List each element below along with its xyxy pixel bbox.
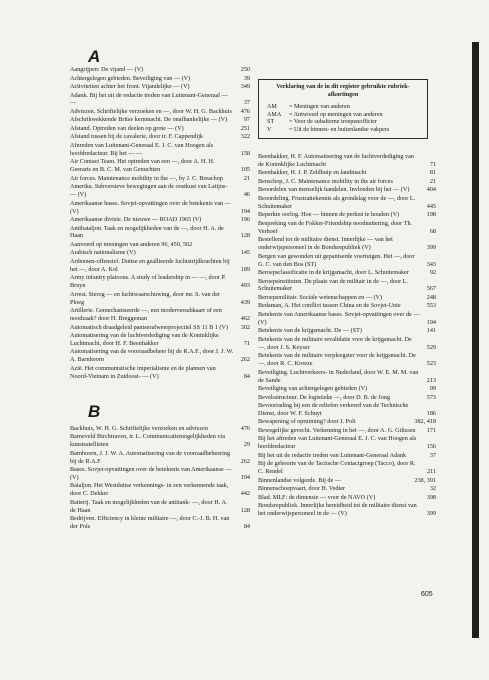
entry-text: Barnhoorn, J. J. W. A. Automatisering van de voorraadbeheering bij de R.A.F. xyxy=(70,449,230,465)
left-column xyxy=(70,48,250,532)
legend-row xyxy=(267,119,419,127)
index-entry xyxy=(70,108,250,116)
legend-title: Verklaring van de in dit register gebruikte rubriek-afkortingen xyxy=(276,84,410,98)
entry-text: Betekenis van de militaire revalidatie voor de krijgsmacht. De —, door J. S. Keyser xyxy=(258,335,412,351)
entry-text: Artillerie. Gemechaniseerde —, een moderversabkaart of een noodzaak? door H. Breggeman xyxy=(70,307,222,323)
entry-page: 251 xyxy=(240,124,250,132)
entry-text: Afstand tussen bij de cavalerie, door ir. F. Cappendijk xyxy=(70,133,204,141)
index-entry xyxy=(70,66,250,74)
entry-page: 523 xyxy=(426,360,436,368)
entry-text: Adviezen. Schriftelijke verzoeken en —, door W. H. G. Backhuis xyxy=(70,107,232,115)
index-entry xyxy=(70,274,250,290)
entry-text: Adank. Bij het uit de redactie treden van Luitenant-Generaal — — xyxy=(70,91,228,107)
legend-desc: = Uit de binnen- en buitenlandse vakpers xyxy=(289,126,390,133)
entry-text: Arrest. Sterog — en luchtwaarschuwing, door mr. S. van der Ploeg xyxy=(70,290,221,306)
entry-text: Bevoorrading bij een de reliefen verkeerd van de Technische Dienst, door W. F. Schuyt xyxy=(258,402,409,417)
entry-page: 145 xyxy=(240,249,250,257)
entry-page: 382, 418 xyxy=(414,418,436,426)
entry-text: Aangrijpen: De vijand — (V) xyxy=(70,66,144,73)
entry-text: Beenhakker, H. J. P. Zeldhuip en landmacht xyxy=(258,169,367,177)
entry-page: 567 xyxy=(426,285,436,293)
index-entry xyxy=(258,195,436,211)
entry-text: Beoordeling. Frustratiekennis als grondslag voor de —, door L. Schuitemaker xyxy=(258,194,416,210)
entry-page: 156 xyxy=(426,443,436,451)
entry-text: Amerikaanse divisie. De nieuwe — ROAD 1965 (V) xyxy=(70,216,202,224)
index-entry xyxy=(70,75,250,83)
entry-page: 211 xyxy=(426,468,436,476)
entry-page: 32 xyxy=(429,485,436,493)
entry-text: Arabisch nationalisme (V) xyxy=(70,249,136,257)
index-entry xyxy=(258,153,436,169)
entry-page: 189 xyxy=(240,265,250,273)
entry-text: Bevelsstructuur. De logistieke —, door D. B. de Jong xyxy=(258,393,390,401)
entry-page: 68 xyxy=(429,227,436,235)
section-letter-a: A xyxy=(88,47,101,66)
index-entry xyxy=(258,278,436,294)
entries-a xyxy=(70,66,250,381)
index-entry xyxy=(70,307,250,323)
entry-page: 198 xyxy=(426,211,436,219)
index-entry xyxy=(70,332,250,348)
legend-desc: = Antwoord op meningen van anderen xyxy=(289,111,383,118)
index-entry xyxy=(70,258,250,274)
index-entry xyxy=(70,348,250,364)
entry-text: Bondsrepubliek. Innerlijke bereidheid tot de militaire dienst van het onderwijspersoneel in de — (V) xyxy=(258,502,417,518)
page-edge-bar xyxy=(472,42,479,638)
entry-text: Bewegelijke gevecht. Verkenning in het —, door A. G. Giltssen xyxy=(258,426,416,434)
entry-text: Bases. Sovjet-opvattingen over de betekenis van Amerikaanse — (V) xyxy=(70,466,232,481)
entry-page: 21 xyxy=(243,174,250,182)
entry-page: 46 xyxy=(243,191,250,199)
index-entry xyxy=(258,418,436,426)
index-entry xyxy=(258,435,436,451)
entry-page: 398 xyxy=(426,493,436,501)
entry-text: Binnenlandse volgorde. Bij de — xyxy=(258,476,342,484)
entry-text: Beroepsclassificatie in de krijgsmacht, door L. Schuitemaker xyxy=(258,269,409,277)
entry-text: Bij het aftreden van Luitenant-Generaal E. J. C. van Hoogen als hoofdredacteur xyxy=(258,435,417,451)
entry-text: Afschrikwekkende Britse kernmacht. De onafhankelijke — (V) xyxy=(70,116,228,124)
index-entry xyxy=(70,200,250,216)
entry-text: Beveiliging. Luchtverkeers- in Nederland, door W. E. M. M. van de Sande xyxy=(258,368,419,384)
entry-page: 194 xyxy=(240,207,250,215)
index-entry xyxy=(70,183,250,199)
entry-text: Betekenis van de krijgsmacht. De — (ST) xyxy=(258,327,362,335)
entry-text: Aanvoerd op meningen van anderen 96, 450, 562 xyxy=(70,240,193,248)
index-entry xyxy=(258,211,436,219)
entry-page: 322 xyxy=(240,133,250,141)
entry-page: 29 xyxy=(243,441,250,449)
right-column xyxy=(258,153,436,519)
entry-page: 302 xyxy=(240,323,250,331)
entry-text: Bedaman, A. Het conflict tussen China en de Sovjet-Unie xyxy=(258,302,401,310)
entry-text: Beoordelen van menselijk handelen. Invloeden bij het — (V) xyxy=(258,186,410,194)
index-entry xyxy=(70,241,250,249)
legend-abbr: AM xyxy=(267,104,277,111)
legend-abbr: AMA xyxy=(267,111,282,118)
entry-text: Automatisch draadgeleid pantserafweerprojectiel SS 11 B 1 (V) xyxy=(70,323,229,331)
entry-page: 445 xyxy=(426,202,436,210)
entry-text: Bij de geboorte van de Tactische Contactgroep (Tacco), door R. C. Rendel xyxy=(258,460,416,476)
index-entry xyxy=(70,158,250,174)
entry-text: Bij het uit de redactie treden van Luitenant-Generaal Adank xyxy=(258,451,407,459)
index-entry xyxy=(70,450,250,466)
entry-text: Azië. Het communistische imperialisme en de plannen van Noord-Vietnam in Zuidoost- — (V) xyxy=(70,364,216,380)
legend-rows xyxy=(267,104,419,134)
index-entry xyxy=(258,369,436,385)
index-entry xyxy=(70,92,250,108)
entry-text: Benschop, J. C. Maintenance mobility in the air forces xyxy=(258,177,393,185)
index-entry xyxy=(258,220,436,236)
entry-text: Automatisering van de voorraadbeheer bij de R.A.F., door J. J. W. A. Barnhoorn xyxy=(70,348,234,364)
entry-text: Bespreking van de Fokker-Friendship noodnuttering, door Th. Verhoef xyxy=(258,219,413,235)
entry-page: 141 xyxy=(426,327,436,335)
index-entry xyxy=(258,169,436,177)
legend-desc: = Meningen van anderen xyxy=(289,104,350,111)
index-entry xyxy=(258,311,436,327)
entry-text: Beenhakker, H. F. Automatisering van de luchtverdediging van de Koninklijke Luchtmacht xyxy=(258,153,414,168)
index-entry xyxy=(258,294,436,302)
index-entry xyxy=(70,216,250,224)
entry-page: 462 xyxy=(240,315,250,323)
entry-page: 250 xyxy=(240,66,250,73)
legend-abbr: ST xyxy=(267,119,275,126)
entry-page: 84 xyxy=(243,372,250,380)
legend-desc: = Voor de subalterne troepenofficier xyxy=(289,119,378,126)
entry-page: 128 xyxy=(240,232,250,240)
entry-text: Amerika. Subversieve bewegingen aan de oostkust van Latijns- — (V) xyxy=(70,183,228,199)
entry-page: 196 xyxy=(240,216,250,224)
index-entry xyxy=(70,249,250,257)
entry-page: 442 xyxy=(240,490,250,498)
entry-text: Bataljon. Het Westduitse verkennings- in een verkennende taak, door C. Dekker xyxy=(70,482,229,498)
entry-text: Activiteiten achter het front. Vijandelijke — (V) xyxy=(70,83,190,90)
entry-page: 194 xyxy=(426,318,436,326)
index-entry xyxy=(70,116,250,124)
entry-page: 171 xyxy=(426,426,436,434)
entry-text: Air Contact Team. Het optreden van een —, door A. H. H. Geerarts en B. C. M. van Genuchten xyxy=(70,158,215,174)
index-entry xyxy=(258,502,436,518)
entry-text: Binnenschoepvaart, door H. Vedter xyxy=(258,485,346,493)
index-entry xyxy=(258,236,436,252)
entry-page: 99 xyxy=(429,385,436,393)
index-entry xyxy=(258,327,436,335)
entry-text: Backhuis, W. H. G. Schriftelijke verzoeken en adviezen xyxy=(70,424,208,432)
abbreviation-legend xyxy=(258,79,428,139)
entry-page: 262 xyxy=(240,356,250,364)
index-entry xyxy=(70,83,250,91)
entries-b-right xyxy=(258,153,436,518)
index-entry xyxy=(70,365,250,381)
index-entry xyxy=(258,477,436,485)
index-entry xyxy=(258,427,436,435)
entry-text: Betekenis van Amerikaanse bases. Sovjet-opvattingen over de — (V) xyxy=(258,310,420,326)
index-entry xyxy=(70,142,250,158)
entries-b-left xyxy=(70,425,250,531)
index-entry xyxy=(70,515,250,531)
page-number: 605 xyxy=(421,591,433,598)
entry-page: 439 xyxy=(240,298,250,306)
index-entry xyxy=(258,253,436,269)
entry-page: 186 xyxy=(426,409,436,417)
entry-page: 37 xyxy=(243,99,250,107)
entry-page: 213 xyxy=(426,376,436,384)
entry-text: Afstand. Optreden van deelen op grote — (V) xyxy=(70,124,184,132)
entry-page: 71 xyxy=(243,339,250,347)
entry-page: 105 xyxy=(240,166,250,174)
entry-page: 248 xyxy=(426,293,436,301)
entry-text: Bedrijven. Efficiency in kleine militaire —, door C.-J. B. H. van der Pols xyxy=(70,515,230,531)
entry-page: 84 xyxy=(243,523,250,531)
entry-page: 399 xyxy=(426,244,436,252)
entry-page: 128 xyxy=(240,506,250,514)
index-entry xyxy=(70,225,250,241)
index-entry xyxy=(258,494,436,502)
entry-page: 194 xyxy=(240,473,250,481)
entry-page: 92 xyxy=(429,269,436,277)
index-entry xyxy=(258,352,436,368)
entry-page: 349 xyxy=(240,83,250,90)
entry-page: 158 xyxy=(240,149,250,157)
index-entry xyxy=(258,178,436,186)
entry-text: Beperkte oorlog. Hoe — binnen de perken te houden (V) xyxy=(258,211,400,219)
entry-page: 39 xyxy=(243,74,250,82)
section-letter-b: B xyxy=(88,401,101,421)
index-entry xyxy=(258,452,436,460)
entry-page: 404 xyxy=(426,186,436,194)
entry-text: Amerikaanse bases. Sovjet-opvattingen over de betekenis van — (V) xyxy=(70,199,231,215)
index-entry xyxy=(70,499,250,515)
entry-page: 71 xyxy=(429,160,436,168)
entry-text: Betekenis van de militaire verpleegster voor de krijgsmacht. De —, door R. C. Kroeze xyxy=(258,352,416,368)
index-entry xyxy=(258,186,436,194)
index-entry xyxy=(70,133,250,141)
legend-row xyxy=(267,104,419,112)
entry-text: Beroepsmilitair. Sociale wetenschappen en — (V) xyxy=(258,293,383,301)
index-entry xyxy=(258,385,436,393)
legend-abbr: V xyxy=(267,126,272,133)
index-entry xyxy=(70,425,250,433)
entry-page: 238, 391 xyxy=(414,476,436,484)
entry-text: Batterij. Taak en mogelijkheden van de antitank- —, door H. A. de Haan xyxy=(70,498,228,514)
index-entry xyxy=(70,324,250,332)
entry-page: 81 xyxy=(429,169,436,177)
entry-page: 553 xyxy=(426,302,436,310)
entry-text: Blad. MLF: de dimensie — voor de NAVO (V) xyxy=(258,493,376,501)
entry-page: 97 xyxy=(243,116,250,124)
entry-text: Bergen van gewonden uit gepantserde voertuigen. Het —, door G. C. van den Bos (ST) xyxy=(258,252,415,268)
entry-page: 262 xyxy=(240,457,250,465)
entry-text: Barneveld Birchtraven, ir. L. Communicatiemogelijkheden via kunstsatellieten xyxy=(70,433,225,449)
entry-page: 21 xyxy=(429,177,436,185)
entry-page: 529 xyxy=(426,343,436,351)
entry-page: 343 xyxy=(426,260,436,268)
entry-page: 37 xyxy=(429,451,436,459)
index-entry xyxy=(258,302,436,310)
entry-text: Beveiliging van achtergelegen gebieden (V) xyxy=(258,385,368,393)
entry-text: Bewapening of opruiming? door J. Polt xyxy=(258,418,356,426)
index-entry xyxy=(70,482,250,498)
entry-text: Air forces. Maintenance mobility in the —, by J. C. Breachop xyxy=(70,174,223,182)
entry-text: Automatisering van de luchtverdediging van de Koninklijke Luchtmacht, door H. F. Beenhakker xyxy=(70,332,219,347)
entry-page: 476 xyxy=(240,424,250,432)
entry-text: Bestellend tot de militaire dienst. Innerlijke — van het onderwijspersoneel in de Bondsrepubliek (V) xyxy=(258,236,393,252)
index-entry xyxy=(258,394,436,402)
index-entry xyxy=(258,485,436,493)
entry-text: Ardennen-offensief. Duitse en geallieerde luchtstrijdkrachten bij het —, door A. Kol xyxy=(70,257,230,273)
entry-text: Antibataljon. Taak en mogelijkheden van de —, door H. A. de Haan xyxy=(70,224,224,240)
entry-page: 476 xyxy=(240,107,250,115)
index-entry xyxy=(258,269,436,277)
index-entry xyxy=(70,433,250,449)
entry-page: 573 xyxy=(426,393,436,401)
index-entry xyxy=(70,125,250,133)
legend-row xyxy=(267,127,419,135)
index-entry xyxy=(258,460,436,476)
index-entry xyxy=(258,336,436,352)
entry-text: Beroepsinstituten. De plaats van de militair in de —, door L. Schuitemaker xyxy=(258,277,409,293)
entry-text: Afnreden van Luitenant-Generaal E. J. C. van Hoogen als hoofdredacteur. Bij het — — xyxy=(70,141,214,157)
entry-text: Achtergelegen gebieden. Beveiliging van — (V) xyxy=(70,74,191,82)
index-entry xyxy=(70,466,250,482)
index-entry xyxy=(70,175,250,183)
entry-page: 399 xyxy=(426,510,436,518)
index-entry xyxy=(258,402,436,418)
entry-page: 493 xyxy=(240,282,250,290)
index-entry xyxy=(70,291,250,307)
entry-text: Army infantry platoons. A study of leadership in — —, door P. Bruyn xyxy=(70,274,226,290)
